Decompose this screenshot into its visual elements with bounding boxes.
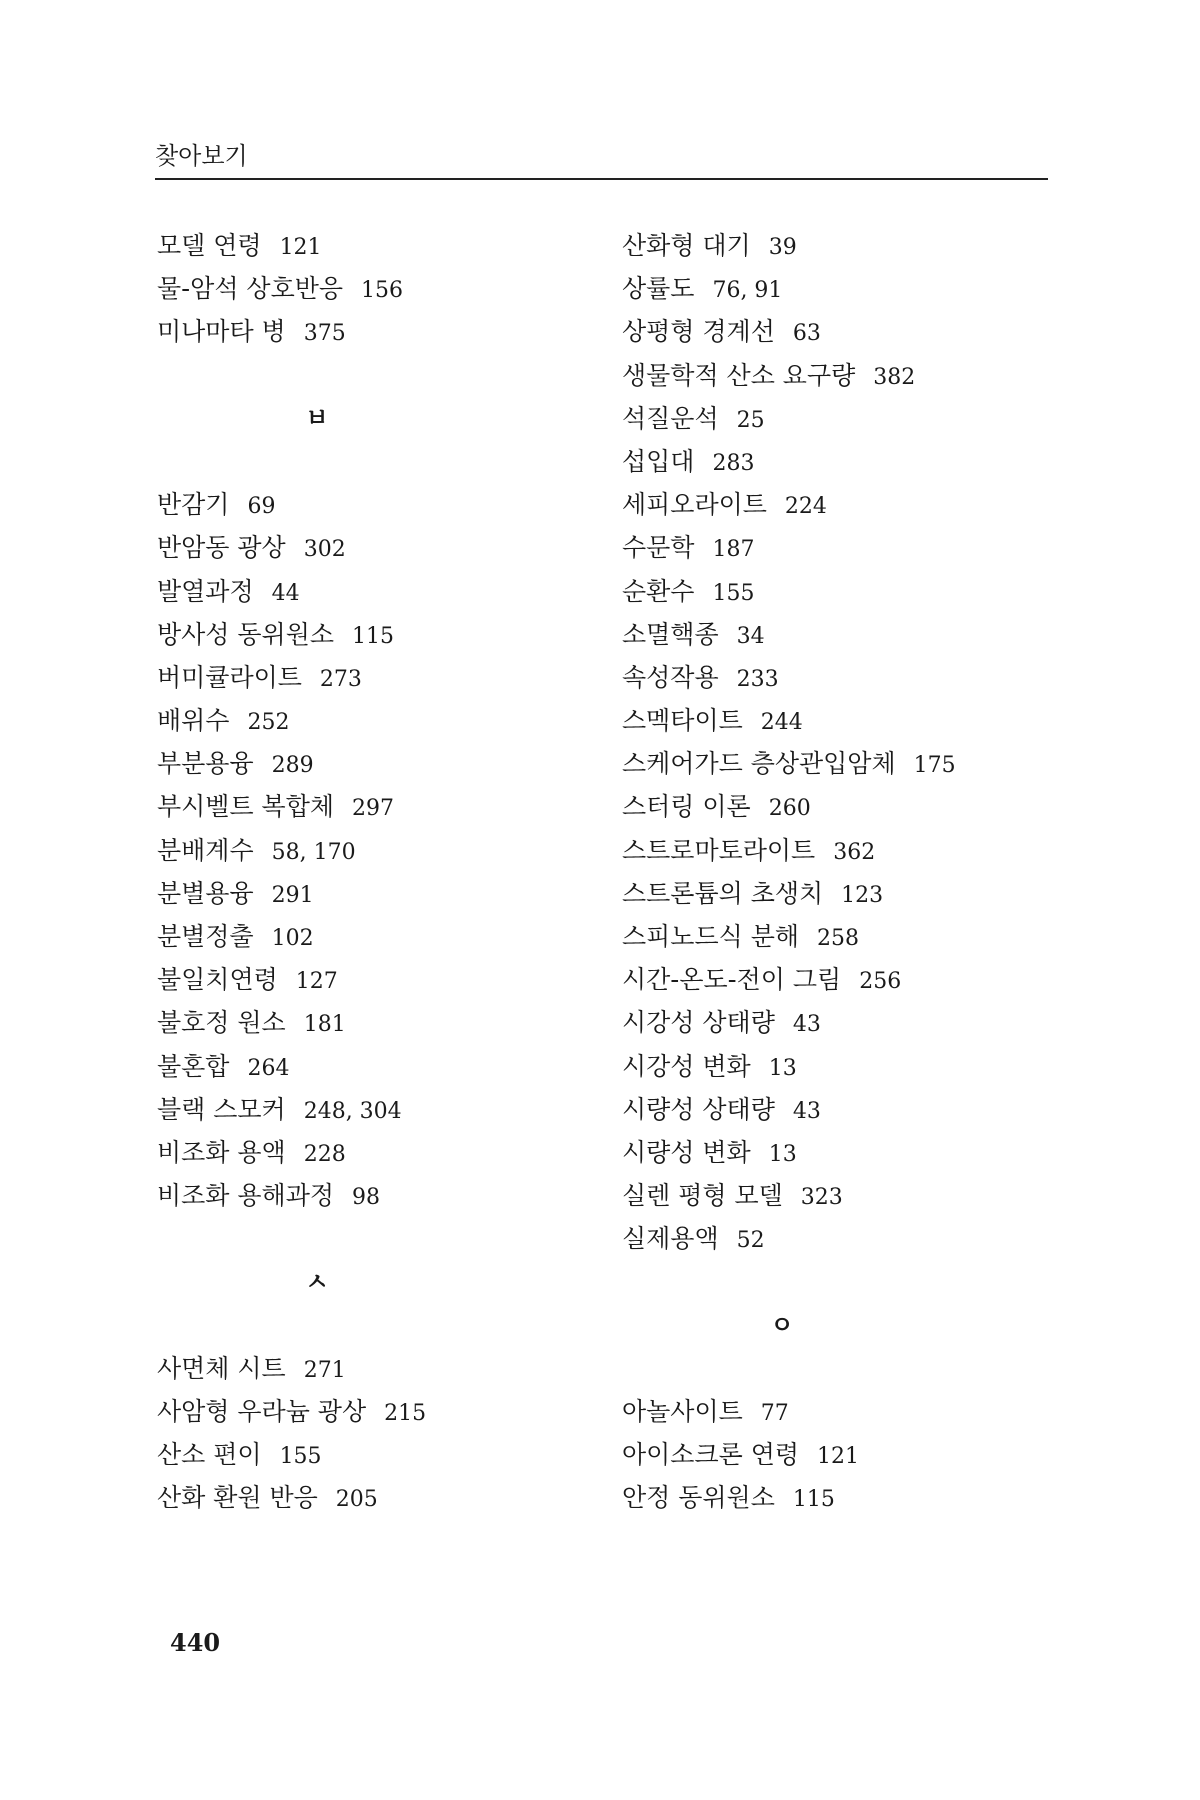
index-term: 상평형 경계선	[622, 317, 775, 347]
index-term: 시량성 상태량	[622, 1094, 775, 1124]
index-pages: 362	[833, 839, 876, 865]
index-term: 사면체 시트	[157, 1353, 286, 1383]
index-pages: 264	[247, 1055, 290, 1081]
index-pages: 323	[800, 1185, 843, 1211]
index-entry	[157, 1476, 617, 1519]
index-term: 반암동 광상	[157, 533, 286, 563]
index-entry	[622, 1390, 1082, 1433]
index-entry	[622, 483, 1082, 526]
index-entry	[622, 1476, 1082, 1519]
index-term: 스터링 이론	[622, 792, 751, 822]
index-term: 스트론튬의 초생치	[622, 878, 824, 908]
index-entry	[157, 1390, 617, 1433]
index-entry	[157, 1045, 617, 1088]
index-entry	[157, 742, 617, 785]
index-pages: 121	[279, 235, 322, 260]
index-entry	[622, 699, 1082, 742]
index-entry	[157, 1131, 617, 1174]
index-pages: 69	[247, 494, 276, 520]
index-pages: 39	[768, 235, 797, 260]
index-pages: 224	[784, 494, 827, 520]
index-entry	[622, 872, 1082, 915]
index-entry	[622, 958, 1082, 1001]
index-term: 미나마타 병	[157, 317, 286, 347]
index-term: 산화형 대기	[622, 231, 751, 260]
index-entry	[157, 526, 617, 569]
index-pages: 43	[792, 1098, 821, 1124]
index-entry	[157, 267, 617, 310]
index-term: 소멸핵종	[622, 619, 719, 649]
spacer	[157, 1217, 617, 1260]
spacer	[622, 1261, 1082, 1304]
index-term: 분별정출	[157, 922, 254, 951]
index-entry	[157, 958, 617, 1001]
index-pages: 155	[712, 580, 755, 606]
index-pages: 248, 304	[303, 1098, 402, 1124]
index-pages: 175	[913, 753, 956, 779]
index-term: 사암형 우라늄 광상	[157, 1397, 367, 1427]
index-pages: 13	[768, 1141, 797, 1167]
index-term: 세피오라이트	[622, 490, 767, 520]
index-pages: 123	[841, 882, 884, 908]
index-pages: 260	[768, 796, 811, 822]
section-heading: ㅅ	[305, 1267, 329, 1296]
index-term: 안정 동위원소	[622, 1483, 775, 1513]
index-term: 실렌 평형 모델	[622, 1181, 783, 1211]
index-column-right	[622, 224, 1082, 1520]
index-term: 산화 환원 반응	[157, 1483, 318, 1513]
index-term: 분별용융	[157, 878, 254, 908]
index-pages: 289	[271, 753, 314, 779]
index-pages: 34	[736, 623, 765, 649]
index-pages: 102	[271, 926, 314, 951]
index-entry	[622, 224, 1082, 267]
index-term: 시간-온도-전이 그림	[622, 965, 842, 995]
index-pages: 44	[271, 580, 300, 606]
index-entry	[622, 613, 1082, 656]
index-term: 부분용융	[157, 749, 254, 779]
index-entry	[622, 397, 1082, 440]
index-term: 수문학	[622, 533, 695, 563]
index-entry	[622, 1001, 1082, 1044]
index-pages: 98	[352, 1185, 380, 1211]
index-pages: 375	[303, 321, 346, 347]
index-entry	[622, 1045, 1082, 1088]
index-term: 블랙 스모커	[157, 1094, 286, 1124]
index-pages: 297	[352, 796, 394, 822]
index-term: 부시벨트 복합체	[157, 792, 334, 822]
page-number: 440	[170, 1628, 221, 1657]
index-entry	[622, 785, 1082, 828]
index-entry	[622, 1088, 1082, 1131]
index-entry	[622, 354, 1082, 397]
index-entry	[622, 1174, 1082, 1217]
spacer	[157, 1304, 617, 1347]
index-pages: 25	[736, 407, 765, 433]
index-pages: 156	[361, 278, 404, 304]
spacer	[622, 1347, 1082, 1390]
index-term: 속성작용	[622, 662, 719, 692]
index-term: 아놀사이트	[622, 1397, 743, 1427]
index-pages: 76, 91	[712, 278, 783, 304]
index-term: 섭입대	[622, 446, 695, 476]
index-pages: 252	[247, 710, 290, 736]
index-entry	[622, 742, 1082, 785]
index-entry	[157, 656, 617, 699]
index-pages: 258	[817, 926, 859, 951]
index-pages: 58, 170	[271, 839, 356, 865]
index-pages: 244	[760, 710, 803, 736]
header-rule	[155, 178, 1048, 180]
index-entry	[157, 1174, 617, 1217]
index-term: 시량성 변화	[622, 1137, 751, 1167]
index-entry	[157, 1347, 617, 1390]
index-entry	[622, 1217, 1082, 1260]
index-entry	[157, 1433, 617, 1476]
index-pages: 115	[792, 1487, 835, 1513]
spacer	[157, 440, 617, 483]
index-entry	[157, 915, 617, 958]
index-entry	[622, 829, 1082, 872]
index-pages: 302	[303, 537, 346, 563]
index-term: 반감기	[157, 490, 230, 520]
index-entry	[622, 267, 1082, 310]
index-pages: 43	[792, 1012, 821, 1038]
index-pages: 271	[303, 1357, 346, 1383]
index-entry	[157, 613, 617, 656]
index-pages: 205	[335, 1487, 378, 1513]
index-pages: 273	[319, 666, 362, 692]
index-pages: 382	[873, 364, 916, 390]
index-term: 분배계수	[157, 835, 254, 865]
index-pages: 155	[279, 1444, 322, 1470]
index-pages: 77	[760, 1401, 789, 1427]
index-term: 비조화 용해과정	[157, 1181, 334, 1211]
index-term: 물-암석 상호반응	[157, 274, 344, 304]
index-term: 불일치연령	[157, 965, 278, 995]
index-entry	[157, 483, 617, 526]
index-term: 모델 연령	[157, 231, 262, 260]
index-term: 불호정 원소	[157, 1008, 286, 1038]
index-term: 산소 편이	[157, 1440, 262, 1470]
index-pages: 181	[303, 1012, 346, 1038]
index-entry	[157, 829, 617, 872]
index-entry	[157, 1001, 617, 1044]
index-pages: 283	[712, 450, 755, 476]
index-entry	[157, 872, 617, 915]
index-entry	[157, 224, 617, 267]
index-entry	[622, 440, 1082, 483]
index-term: 순환수	[622, 576, 695, 606]
spacer	[157, 354, 617, 397]
running-header: 찾아보기	[155, 142, 248, 170]
index-pages: 291	[271, 882, 314, 908]
index-term: 스트로마토라이트	[622, 835, 816, 865]
index-pages: 127	[295, 969, 338, 995]
index-term: 스케어가드 층상관입암체	[622, 749, 896, 779]
index-entry	[622, 1131, 1082, 1174]
index-entry	[622, 915, 1082, 958]
index-term: 배위수	[157, 706, 230, 736]
index-entry	[157, 310, 617, 353]
index-entry	[622, 656, 1082, 699]
index-pages: 52	[736, 1228, 765, 1254]
index-term: 발열과정	[157, 576, 254, 606]
index-entry	[157, 570, 617, 613]
index-term: 스피노드식 분해	[622, 922, 799, 951]
index-term: 비조화 용액	[157, 1137, 286, 1167]
index-pages: 256	[859, 969, 902, 995]
index-pages: 63	[792, 321, 821, 347]
index-pages: 13	[768, 1055, 797, 1081]
index-entry	[622, 526, 1082, 569]
index-term: 석질운석	[622, 403, 719, 433]
index-term: 불혼합	[157, 1051, 230, 1081]
index-term: 실제용액	[622, 1224, 719, 1254]
index-pages: 115	[352, 623, 394, 649]
index-entry	[622, 570, 1082, 613]
index-entry	[157, 699, 617, 742]
index-entry	[157, 1088, 617, 1131]
index-term: 생물학적 산소 요구량	[622, 360, 856, 390]
index-term: 시강성 변화	[622, 1051, 751, 1081]
index-term: 상률도	[622, 274, 695, 304]
index-term: 시강성 상태량	[622, 1008, 775, 1038]
index-entry	[622, 1433, 1082, 1476]
index-term: 아이소크론 연령	[622, 1440, 799, 1470]
index-pages: 233	[736, 666, 779, 692]
index-pages: 228	[303, 1141, 346, 1167]
index-term: 방사성 동위원소	[157, 619, 334, 649]
index-term: 스멕타이트	[622, 706, 743, 736]
section-heading: ㅇ	[770, 1310, 794, 1339]
index-pages: 121	[817, 1444, 859, 1470]
index-column-left	[157, 224, 617, 1520]
index-term: 버미큘라이트	[157, 662, 302, 692]
index-entry	[622, 310, 1082, 353]
index-pages: 215	[384, 1401, 427, 1427]
index-entry	[157, 785, 617, 828]
index-pages: 187	[712, 537, 755, 563]
section-heading: ㅂ	[305, 403, 329, 432]
